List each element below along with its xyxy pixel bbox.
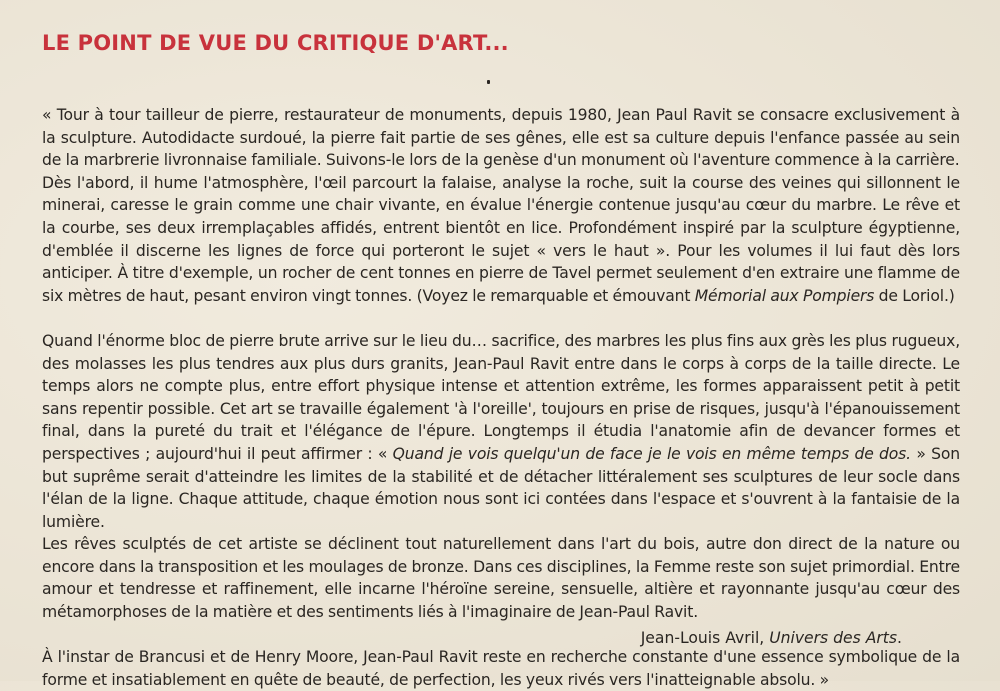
paragraph-text: Quand l'énorme bloc de pierre brute arrive sur le lieu du… sacrifice, des marbres les plus fins aux grès les plus rugueux, des molasses les plus tendres aux plus durs granits, Jean-Paul Ravit entre dans le corps à corps de la taille directe. Le temps alors ne compte plus, entre effort physique intense et attention extrême, les formes apparaissent petit à petit sans repentir possible. Cet art se travaille également 'à l'oreille', toujours en prise de risques, jusqu'à l'épanouissement final, dans la pureté du trait et l'élégance de l'épure. Longtemps il étudia l'anatomie afin de devancer formes et perspectives ; aujourd'hui il peut affirmer : « [42,331,960,463]
article-body [42,104,960,691]
paragraph-text: « Tour à tour tailleur de pierre, restaurateur de monuments, depuis 1980, Jean Paul Ravit se consacre exclusivement à la sculpture. Autodidacte surdoué, la pierre fait partie de ses gênes, elle est sa culture depuis l'enfance passée au sein de la marbrerie livronnaise familiale. Suivons-le lors de la genèse d'un monument où l'aventure commence à la carrière. [42,106,960,170]
paragraph-text: Les rêves sculptés de cet artiste se déclinent tout naturellement dans l'art du bois, autre don direct de la nature ou encore dans la transposition et les moulages de bronze. Dans ces disciplines, la Femme reste son sujet primordial. Entre amour et tendresse et raffinement, elle incarne l'héroïne sereine, sensuelle, altière et rayonnante jusqu'au cœur des métamorphoses de la matière et des sentiments liés à l'imaginaire de Jean-Paul Ravit. [42,535,960,622]
paragraph-text: de Loriol.) [874,286,955,305]
article-heading: LE POINT DE VUE DU CRITIQUE D'ART... [42,31,509,55]
paragraph-carriere [42,172,960,308]
signature-end: . [897,629,902,647]
paragraph-taille [42,330,960,533]
paragraph-text: » Son but suprême serait d'atteindre les limites de la stabilité et de détacher littéralement ses sculptures de leur socle dans l'élan de la ligne. Chaque attitude, chaque émotion nous sont ici contées dans l'espace et s'ouvrent à la fantaisie de la lumière. [42,444,960,531]
memorial-title: Mémorial aux Pompiers [694,286,875,305]
signature-publication: Univers des Arts [769,629,898,647]
paragraph-intro [42,104,960,172]
paragraph-conclusion [42,646,960,691]
artist-quote: Quand je vois quelqu'un de face je le vois en même temps de dos. [392,444,911,463]
signature [641,627,902,650]
ink-speck [487,80,490,84]
paragraph-bois-bronze [42,533,960,623]
paragraph-text: Dès l'abord, il hume l'atmosphère, l'œil parcourt la falaise, analyse la roche, suit la course des veines qui sillonnent le minerai, caresse le grain comme une chair vivante, en évalue l'énergie contenue jusqu'au cœur du marbre. Le rêve et la courbe, ses deux irremplaçables affidés, entrent bientôt en lice. Profondément inspiré par la sculpture égyptienne, d'emblée il discerne les lignes de force qui porteront le sujet « vers le haut ». Pour les volumes il lui faut dès lors anticiper. À titre d'exemple, un rocher de cent tonnes en pierre de Tavel permet seulement d'en extraire une flamme de six mètres de haut, pesant environ vingt tonnes. (Voyez le remarquable et émouvant [42,173,960,305]
paragraph-text: À l'instar de Brancusi et de Henry Moore, Jean-Paul Ravit reste en recherche constante d'une essence symbolique de la forme et insatiablement en quête de beauté, de perfection, les yeux rivés vers l'inatteignable absolu. » [42,648,960,689]
signature-author: Jean-Louis Avril, [640,629,770,647]
